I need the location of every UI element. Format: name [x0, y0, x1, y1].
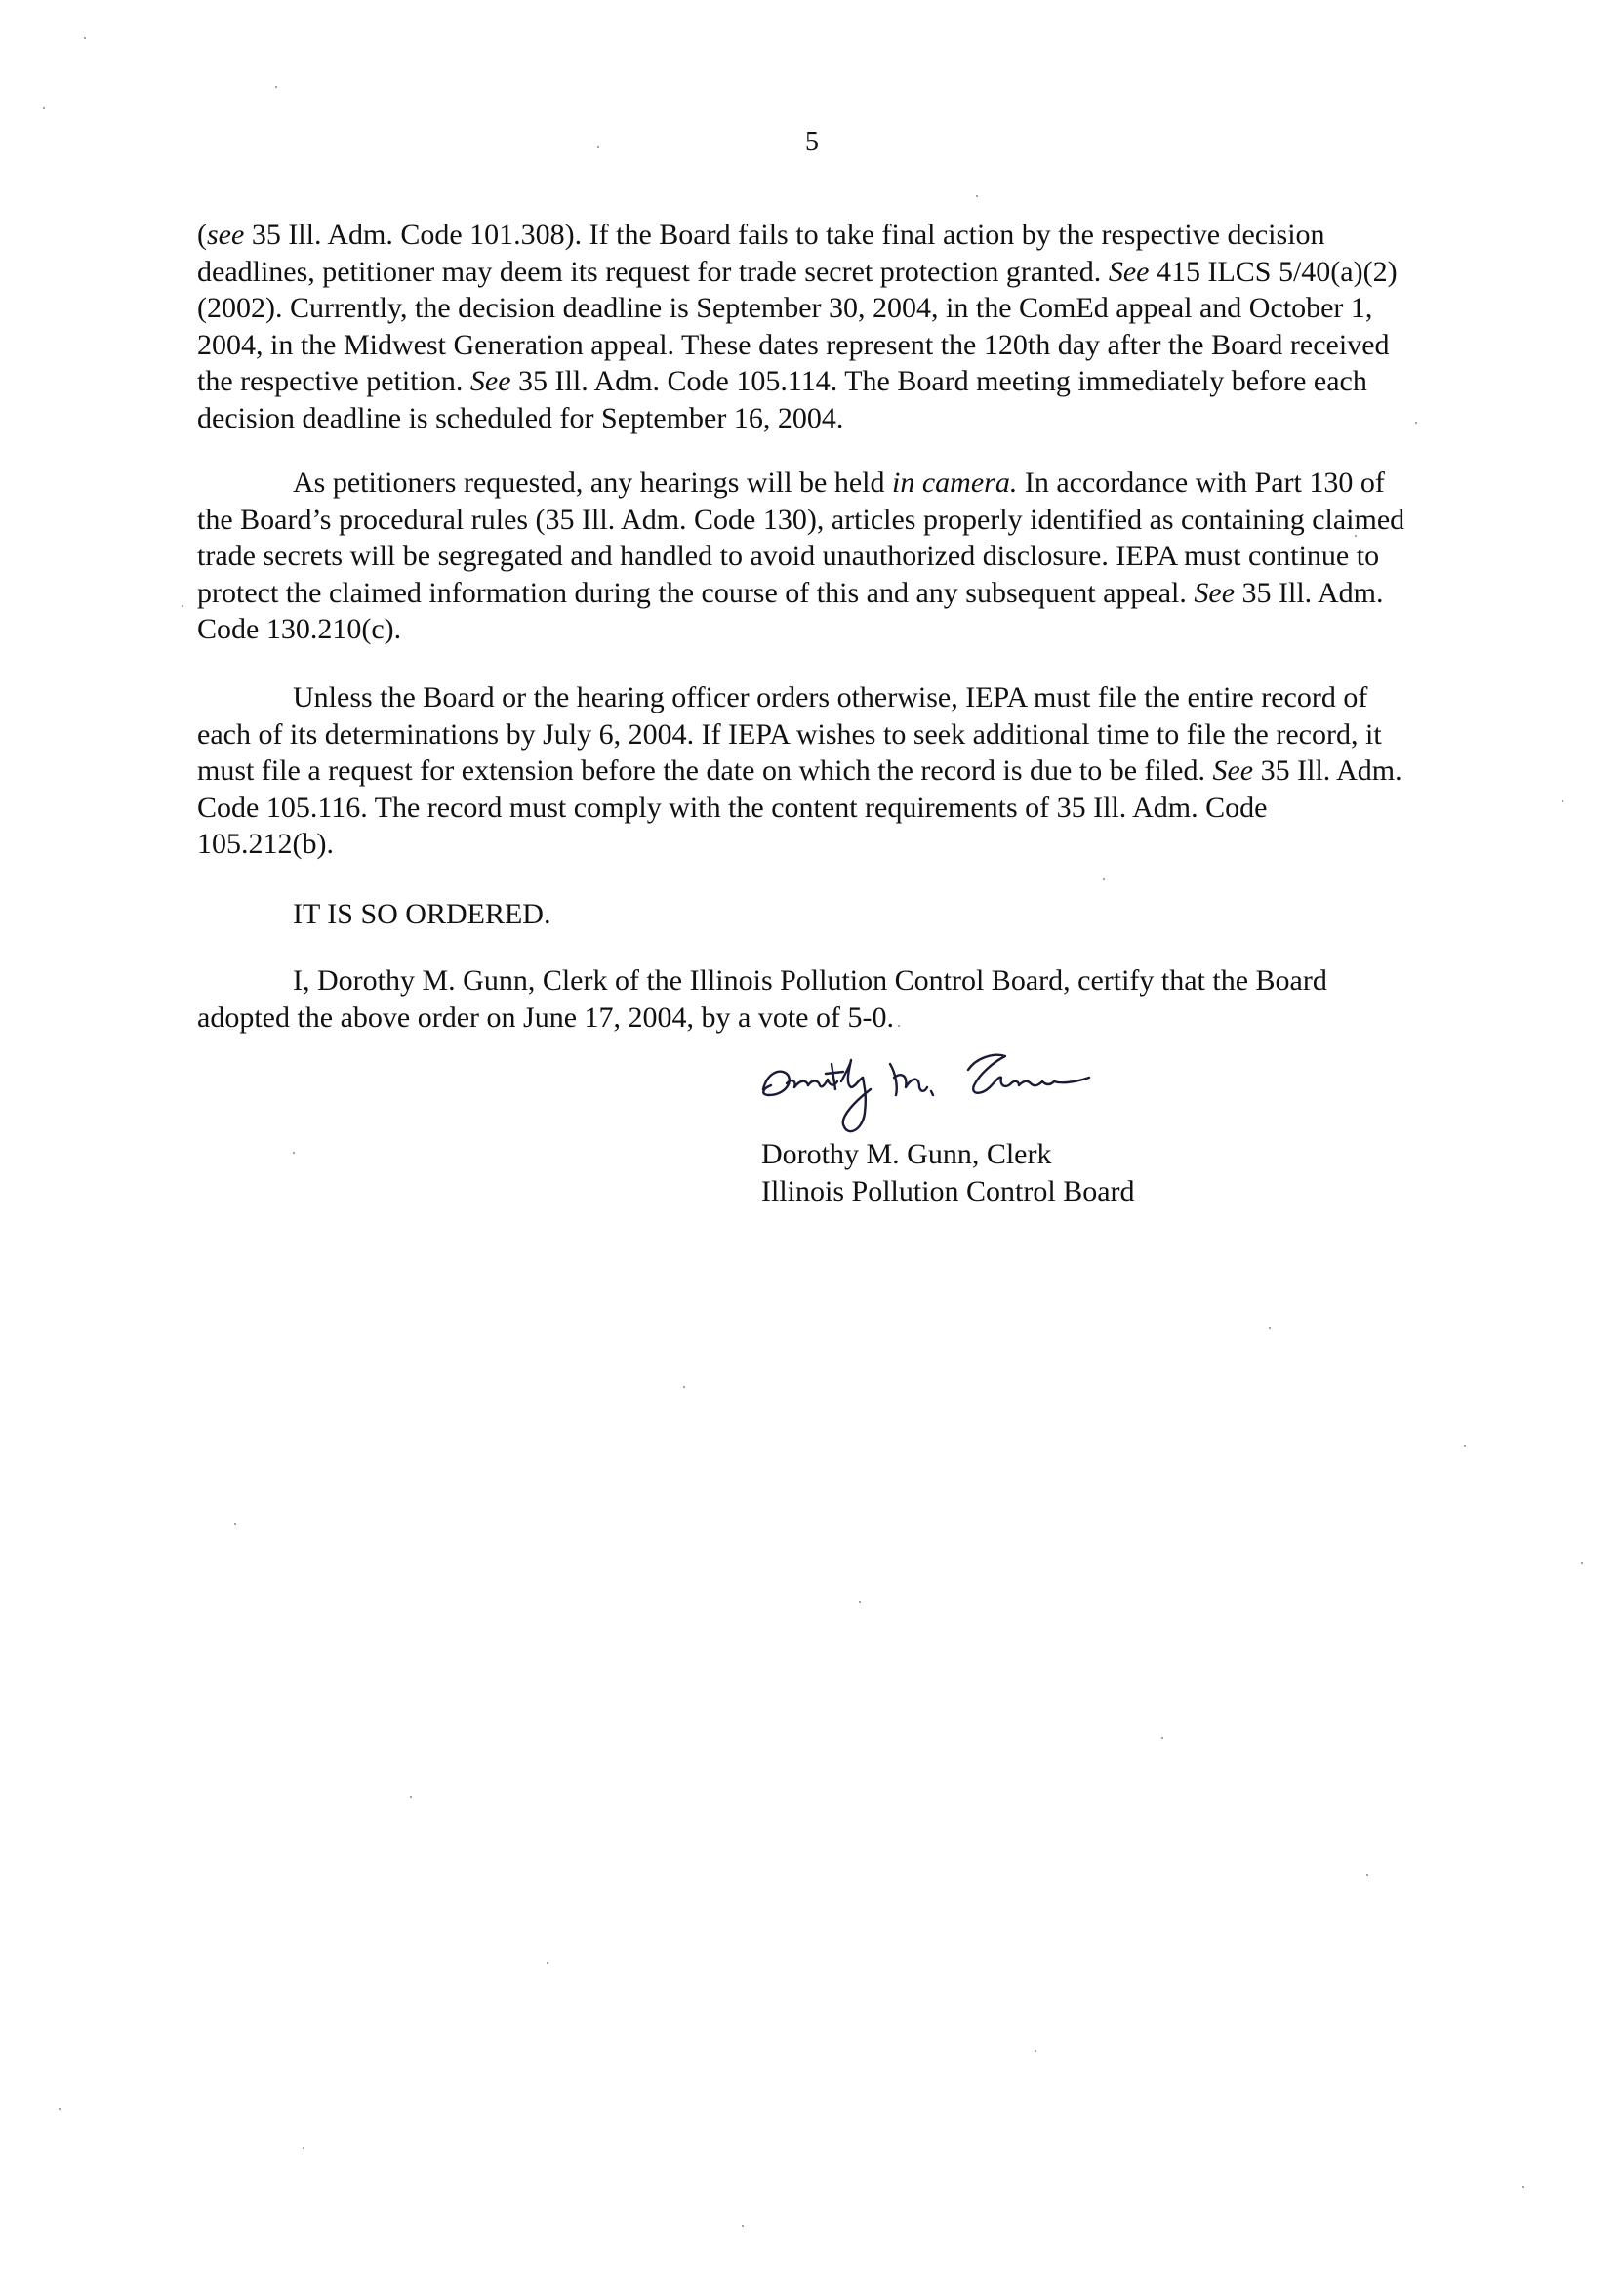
scan-speck [1366, 1874, 1368, 1876]
paragraph-text: Unless the Board or the hearing officer orders otherwise, IEPA must file the entire record of each of its determinations by July 6, 2004. If IEPA wishes to seek additional time to file the record, it must file a request for extension before the date on which the record is due to be filed. [197, 681, 1382, 787]
scan-speck [293, 1152, 295, 1154]
see-citation: See [1194, 576, 1236, 609]
paragraph-decision-deadline: (see 35 Ill. Adm. Code 101.308). If the Board fails to take final action by the respective decision deadlines, petitioner may deem its request for trade secret protection granted. See 415 ILCS 5/40(a)(2) (2002). Currently, the decision deadline is September 30, 2004, in the ComEd appeal and October 1, 2004, in the Midwest Generation appeal. These dates represent the 120th day after the Board received the respective petition. See 35 Ill. Adm. Code 105.114. The Board meeting immediately before each decision deadline is scheduled for September 16, 2004. [197, 219, 1398, 434]
in-camera-phrase: in camera. [892, 467, 1018, 499]
paragraph-text: 35 Ill. Adm. Code 105.116. The record must comply with the content requirements of 35 Ill. Adm. Code 105.212(b). [197, 754, 1402, 860]
paragraph-text: 35 Ill. Adm. Code 105.114. The Board meeting immediately before each decision deadline is scheduled for September 16, 2004. [197, 365, 1367, 434]
paragraph-certification [197, 962, 1407, 1036]
scan-speck [1103, 878, 1105, 880]
paragraph-text: 35 Ill. Adm. Code 130.210(c). [197, 576, 1384, 645]
see-citation: See [469, 365, 511, 397]
scan-speck [976, 195, 978, 197]
clerk-name: Dorothy M. Gunn, Clerk [761, 1138, 1052, 1170]
signature-block [761, 1136, 1135, 1209]
scan-speck [742, 2225, 744, 2227]
scan-speck [547, 1962, 548, 1964]
see-citation: See [1212, 754, 1254, 787]
scan-speck [1522, 2186, 1524, 2188]
paragraph-record-filing [197, 679, 1407, 863]
scan-speck [1464, 1445, 1466, 1447]
paragraph-so-ordered [197, 896, 1407, 933]
scan-speck [43, 107, 45, 109]
certification-text: I, Dorothy M. Gunn, Clerk of the Illinois Pollution Control Board, certify that the Board adopted the above order on June 17, 2004, by a vote of 5-0. [197, 964, 1327, 1034]
scan-speck [1269, 1327, 1271, 1329]
scan-speck [1161, 1737, 1163, 1739]
paragraph-text: 35 Ill. Adm. Code 101.308). If the Board fails to take final action by the respective decision deadlines, petitioner may deem its request for trade secret protection granted. [197, 219, 1325, 288]
scan-speck [303, 2147, 304, 2149]
paragraph-text: As petitioners requested, any hearings will be held [293, 467, 893, 499]
scan-speck [1562, 800, 1563, 802]
scan-speck [683, 1386, 685, 1388]
signature-drawing [750, 1035, 1140, 1152]
board-name: Illinois Pollution Control Board [761, 1174, 1135, 1207]
scan-speck [1035, 2050, 1036, 2052]
paragraph-text: 415 ILCS 5/40(a)(2) (2002). Currently, the decision deadline is September 30, 2004, in the ComEd appeal and October 1, 2004, in the Midwest Generation appeal. These dates represent the 120th day after the Board received the respective petition. [197, 255, 1398, 397]
scan-speck [410, 1796, 412, 1798]
see-citation: See [1108, 255, 1150, 288]
scan-speck [1581, 1562, 1583, 1564]
scan-speck [59, 2108, 61, 2110]
scan-speck [597, 146, 599, 148]
scan-speck [1355, 535, 1357, 537]
handwritten-signature [750, 1035, 1140, 1152]
scan-speck [182, 605, 183, 607]
ordered-text: IT IS SO ORDERED. [293, 898, 551, 930]
page-number: 5 [805, 127, 819, 157]
paragraph-hearings [197, 465, 1407, 648]
scan-speck [898, 1025, 900, 1027]
scan-speck [1415, 422, 1417, 424]
scan-speck [84, 37, 86, 39]
paragraph-text: In accordance with Part 130 of the Board’s procedural rules (35 Ill. Adm. Code 130), articles properly identified as containing claimed trade secrets will be segregated and handled to avoid unauthorized disclosure. IEPA must continue to protect the claimed information during the course of this and any subsequent appeal. [197, 467, 1405, 609]
scan-speck [859, 1601, 861, 1603]
scan-speck [275, 86, 277, 88]
see-citation: see [207, 219, 245, 251]
scan-speck [234, 1523, 236, 1525]
